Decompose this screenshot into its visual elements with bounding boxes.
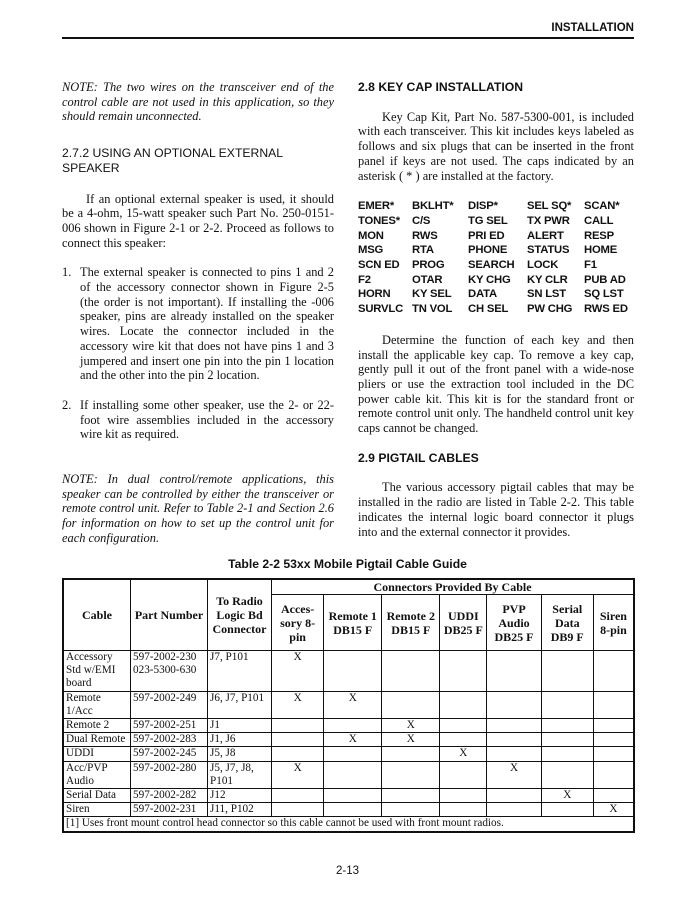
cell-part: 597-2002-282 (131, 789, 208, 803)
key-cap-label: MSG (358, 244, 384, 257)
cell-mark (541, 733, 593, 747)
col-connector: Siren 8-pin (593, 595, 634, 651)
table-row (63, 747, 634, 761)
table-row (63, 691, 634, 718)
key-cap-list (358, 199, 634, 317)
key-cap-label: RWS ED (584, 303, 628, 316)
heading-2-8: 2.8 KEY CAP INSTALLATION (358, 80, 524, 94)
cell-part: 597-2002-245 (131, 747, 208, 761)
cell-mark (382, 691, 440, 718)
item-number: 2. (62, 397, 72, 412)
key-cap-label: CH SEL (468, 303, 509, 316)
key-cap-label: SEARCH (468, 259, 515, 272)
cell-mark (382, 747, 440, 761)
key-cap-label: MON (358, 229, 384, 242)
col-connector: PVP Audio DB25 F (487, 595, 541, 651)
list-item (62, 265, 334, 383)
cell-mark (440, 651, 487, 692)
cell-mark (593, 789, 634, 803)
cell-mark: X (593, 803, 634, 817)
cell-mark (487, 651, 541, 692)
cell-mark: X (541, 789, 593, 803)
cell-mark (272, 789, 324, 803)
cell-mark: X (382, 719, 440, 733)
cell-mark (440, 719, 487, 733)
steps-list (62, 265, 334, 442)
note-unused-wires: NOTE: The two wires on the transceiver end of the control cable are not used in this application, so they should remain unconnected. (62, 80, 334, 124)
key-cap-label: SCAN* (584, 200, 620, 213)
cell-cable: Serial Data (63, 789, 131, 803)
cell-mark (382, 651, 440, 692)
cell-connector: J5, J8 (208, 747, 272, 761)
cell-mark: X (272, 691, 324, 718)
cell-mark: X (324, 733, 382, 747)
col-group-connectors: Connectors Provided By Cable (272, 579, 635, 595)
key-cap-label: F1 (584, 259, 597, 272)
cell-mark (487, 719, 541, 733)
cell-mark (593, 651, 634, 692)
cell-cable: Accessory Std w/EMI board (63, 651, 131, 692)
cell-connector: J7, P101 (208, 651, 272, 692)
key-cap-label: ALERT (527, 229, 564, 242)
col-cable: Cable (63, 579, 131, 651)
cell-part: 597-2002-230 023-5300-630 (131, 651, 208, 692)
key-cap-label: BKLHT* (412, 200, 454, 213)
key-cap-label: PROG (412, 259, 445, 272)
note-dual-control: NOTE: In dual control/remote applications, this speaker can be controlled by either the transceiver or remote control unit. Refer to Table 2-1 and Section 2.6 for information on how to set up the control unit for each configuration. (62, 472, 334, 545)
cell-mark (593, 761, 634, 788)
key-cap-label: SURVLC (358, 303, 404, 316)
cell-mark (541, 761, 593, 788)
key-cap-label: LOCK (527, 259, 559, 272)
cell-mark (440, 789, 487, 803)
item-text: If installing some other speaker, use the 2- or 22-foot wire assemblies included in the accessory wire kit as required. (80, 397, 334, 442)
table-row (63, 761, 634, 788)
cell-mark (272, 719, 324, 733)
key-cap-label: F2 (358, 273, 371, 286)
cell-connector: J6, J7, P101 (208, 691, 272, 718)
cell-cable: Remote 1/Acc (63, 691, 131, 718)
key-cap-label: C/S (412, 214, 431, 227)
header-rule (62, 37, 634, 39)
key-cap-label: DISP* (468, 200, 498, 213)
heading-2-9: 2.9 PIGTAIL CABLES (358, 450, 479, 465)
col-connector: Remote 1 DB15 F (324, 595, 382, 651)
table-row (63, 803, 634, 817)
key-cap-label: KY SEL (412, 288, 452, 301)
cell-mark (487, 789, 541, 803)
cell-mark (324, 719, 382, 733)
key-cap-label: KY CHG (468, 273, 511, 286)
table-row (63, 733, 634, 747)
cell-mark (324, 789, 382, 803)
cell-mark (541, 651, 593, 692)
table-row (63, 789, 634, 803)
item-text: The external speaker is connected to pins 1 and 2 of the accessory connector shown in Figure 2-5 (the order is not important). If installing the -006 speaker, pins are already installed on the speaker wires. Locate the connector included in the accessory wire kit that does not have pins 1 and 3 jumpered and insert one pin into the pin 1 location and the other into the pin 2 location. (80, 265, 334, 383)
key-cap-label: PRI ED (468, 229, 505, 242)
key-cap-label: HOME (584, 244, 618, 257)
key-cap-label: TONES* (358, 214, 400, 227)
paragraph-keycap-kit: Key Cap Kit, Part No. 587-5300-001, is included with each transceiver. This kit includes keys labeled as follows and six plugs that can be inserted in the front panel if keys are not used. The caps indicated by an asterisk ( * ) are installed at the factory. (358, 109, 634, 183)
cell-connector: J11, P102 (208, 803, 272, 817)
key-cap-label: KY CLR (527, 273, 568, 286)
table-title: Table 2-2 53xx Mobile Pigtail Cable Guide (228, 557, 467, 571)
cell-mark (324, 651, 382, 692)
cell-mark (440, 733, 487, 747)
cell-mark (382, 803, 440, 817)
col-connector: Serial Data DB9 F (541, 595, 593, 651)
key-cap-label: SQ LST (584, 288, 624, 301)
cell-connector: J1 (208, 719, 272, 733)
heading-2-7-2: 2.7.2 USING AN OPTIONAL EXTERNAL SPEAKER (62, 146, 283, 175)
col-radio-connector: To Radio Logic Bd Connector (208, 579, 272, 651)
cell-connector: J1, J6 (208, 733, 272, 747)
cell-mark: X (272, 761, 324, 788)
list-item (62, 398, 334, 442)
right-column (358, 80, 634, 539)
key-cap-label: RTA (412, 244, 434, 257)
cell-cable: Acc/PVP Audio (63, 761, 131, 788)
cell-mark (324, 761, 382, 788)
cell-mark (272, 803, 324, 817)
cell-mark (487, 691, 541, 718)
cell-cable: Dual Remote (63, 733, 131, 747)
left-column (62, 80, 334, 546)
key-cap-label: SN LST (527, 288, 566, 301)
table-footnote: [1] Uses front mount control head connector so this cable cannot be used with front mount radios. (63, 817, 634, 832)
cell-cable: UDDI (63, 747, 131, 761)
cell-part: 597-2002-231 (131, 803, 208, 817)
cell-cable: Remote 2 (63, 719, 131, 733)
cell-connector: J12 (208, 789, 272, 803)
cell-mark (440, 761, 487, 788)
cell-part: 597-2002-280 (131, 761, 208, 788)
key-cap-label: SCN ED (358, 259, 400, 272)
key-cap-label: TG SEL (468, 214, 508, 227)
key-cap-label: DATA (468, 288, 497, 301)
col-part-number: Part Number (131, 579, 208, 651)
cell-mark (593, 747, 634, 761)
cell-mark (541, 803, 593, 817)
key-cap-label: TX PWR (527, 214, 570, 227)
cell-mark (324, 803, 382, 817)
paragraph-speaker: If an optional external speaker is used, it should be a 4-ohm, 15-watt speaker such Part No. 250-0151-006 shown in Figure 2-1 or 2-2. Proceed as follows to connect this speaker: (62, 191, 334, 250)
key-cap-label: HORN (358, 288, 391, 301)
table-row (63, 719, 634, 733)
cell-part: 597-2002-251 (131, 719, 208, 733)
cell-mark (593, 719, 634, 733)
cell-mark (272, 747, 324, 761)
key-cap-label: OTAR (412, 273, 443, 286)
cell-mark (440, 691, 487, 718)
item-number: 1. (62, 265, 72, 280)
key-cap-label: STATUS (527, 244, 570, 257)
key-cap-label: CALL (584, 214, 614, 227)
cell-mark: X (272, 651, 324, 692)
key-cap-label: EMER* (358, 200, 395, 213)
paragraph-keycap-install: Determine the function of each key and then install the applicable key cap. To remove a key cap, gently pull it out of the front panel with a wide-nose pliers or use the extraction tool included in the DC power cable kit. This kit is for the standard front or remote control unit only. The handheld control unit key caps cannot be changed. (358, 332, 634, 436)
cell-mark: X (382, 733, 440, 747)
cell-mark: X (487, 761, 541, 788)
cell-mark (541, 747, 593, 761)
col-connector: Remote 2 DB15 F (382, 595, 440, 651)
cell-mark (487, 747, 541, 761)
cell-part: 597-2002-249 (131, 691, 208, 718)
table-row (63, 651, 634, 692)
cell-part: 597-2002-283 (131, 733, 208, 747)
cell-mark (272, 733, 324, 747)
key-cap-label: PW CHG (527, 303, 573, 316)
key-cap-label: PHONE (468, 244, 508, 257)
cell-mark (541, 691, 593, 718)
cell-mark (593, 691, 634, 718)
cell-mark (324, 747, 382, 761)
cell-mark (382, 789, 440, 803)
key-cap-label: TN VOL (412, 303, 453, 316)
key-cap-label: SEL SQ* (527, 200, 572, 213)
cell-connector: J5, J7, J8, P101 (208, 761, 272, 788)
cell-mark (541, 719, 593, 733)
cell-mark (487, 733, 541, 747)
pigtail-cable-table (62, 578, 635, 833)
running-header: INSTALLATION (551, 22, 634, 34)
key-cap-label: RESP (584, 229, 614, 242)
cell-mark (440, 803, 487, 817)
cell-mark (487, 803, 541, 817)
paragraph-pigtail: The various accessory pigtail cables that may be installed in the radio are listed in Table 2-2. This table indicates the internal logic board connector it plugs into and the external connector it provides. (358, 480, 634, 539)
cell-cable: Siren (63, 803, 131, 817)
cell-mark (382, 761, 440, 788)
col-connector: UDDI DB25 F (440, 595, 487, 651)
key-cap-label: PUB AD (584, 273, 626, 286)
key-cap-label: RWS (412, 229, 438, 242)
page-number: 2-13 (335, 865, 360, 877)
cell-mark: X (324, 691, 382, 718)
col-connector: Acces-sory 8-pin (272, 595, 324, 651)
cell-mark (593, 733, 634, 747)
cell-mark: X (440, 747, 487, 761)
